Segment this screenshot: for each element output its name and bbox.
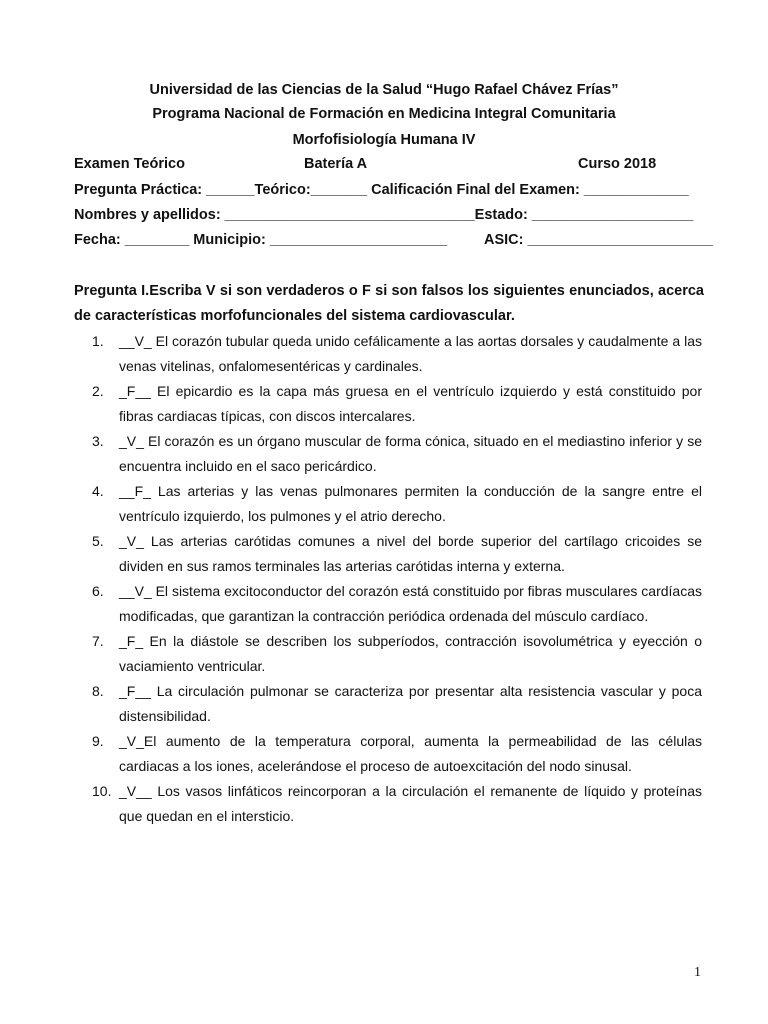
list-item	[92, 779, 702, 829]
page-number: 1	[694, 965, 701, 980]
item-text: _V_ El corazón es un órgano muscular de forma cónica, situado en el mediastino inferior y se encuentra incluido en el saco pericárdico.	[119, 433, 702, 474]
item-number: 4.	[92, 483, 104, 499]
list-item	[92, 429, 702, 479]
item-number: 3.	[92, 433, 104, 449]
university-title: Universidad de las Ciencias de la Salud “Hugo Rafael Chávez Frías”	[149, 82, 619, 98]
exam-type: Examen Teórico	[74, 156, 185, 172]
program-title: Programa Nacional de Formación en Medicina Integral Comunitaria	[152, 106, 616, 122]
list-item	[92, 529, 702, 579]
list-item	[92, 679, 702, 729]
list-item	[92, 629, 702, 679]
item-text: _F_ En la diástole se describen los subperíodos, contracción isovolumétrica y eyección o vaciamiento ventricular.	[119, 633, 702, 674]
asic-field: ASIC: _______________________	[484, 232, 713, 248]
item-number: 1.	[92, 333, 104, 349]
subject-title: Morfofisiología Humana IV	[292, 132, 476, 148]
list-item	[92, 479, 702, 529]
item-text: __F_ Las arterias y las venas pulmonares permiten la conducción de la sangre entre el ventrículo izquierdo, los pulmones y el atrio derecho.	[119, 483, 702, 524]
item-text: __V_ El sistema excitoconductor del corazón está constituido por fibras musculares cardíacas modificadas, que garantizan la contracción periódica ordenada del músculo cardíaco.	[119, 583, 702, 624]
item-text: _F__ El epicardio es la capa más gruesa en el ventrículo izquierdo y está constituido por fibras cardiacas típicas, con discos intercalares.	[119, 383, 702, 424]
item-text: __V_ El corazón tubular queda unido cefálicamente a las aortas dorsales y caudalmente a las venas vitelinas, onfalomesentéricas y cardinales.	[119, 333, 702, 374]
item-number: 10.	[92, 783, 112, 799]
name-row: Nombres y apellidos: _______________________________Estado: ____________________	[74, 207, 694, 223]
item-number: 6.	[92, 583, 104, 599]
item-text: _V_ Las arterias carótidas comunes a nivel del borde superior del cartílago cricoides se dividen en sus ramos terminales las arterias carótidas interna y externa.	[119, 533, 702, 574]
list-item	[92, 329, 702, 379]
date-municipio-row: Fecha: ________ Municipio: ______________________	[74, 232, 448, 248]
list-item	[92, 729, 702, 779]
score-row: Pregunta Práctica: ______Teórico:_______ Calificación Final del Examen: _____________	[74, 182, 689, 198]
item-text: _V__ Los vasos linfáticos reincorporan a la circulación el remanente de líquido y proteínas que quedan en el intersticio.	[119, 783, 702, 824]
item-number: 7.	[92, 633, 104, 649]
statement-list	[92, 329, 702, 829]
item-number: 8.	[92, 683, 104, 699]
list-item	[92, 379, 702, 429]
bateria-label: Batería A	[304, 156, 368, 172]
item-text: _F__ La circulación pulmonar se caracteriza por presentar alta resistencia vascular y poca distensibilidad.	[119, 683, 702, 724]
item-number: 9.	[92, 733, 104, 749]
item-number: 5.	[92, 533, 104, 549]
list-item	[92, 579, 702, 629]
item-text: _V_El aumento de la temperatura corporal, aumenta la permeabilidad de las células cardiacas a los iones, acelerándose el proceso de autoexcitación del nodo sinusal.	[119, 733, 702, 774]
course-year: Curso 2018	[578, 156, 657, 172]
question-instructions: Pregunta I.Escriba V si son verdaderos o F si son falsos los siguientes enunciados, acerca de características morfofuncionales del sistema cardiovascular.	[74, 283, 704, 324]
item-number: 2.	[92, 383, 104, 399]
